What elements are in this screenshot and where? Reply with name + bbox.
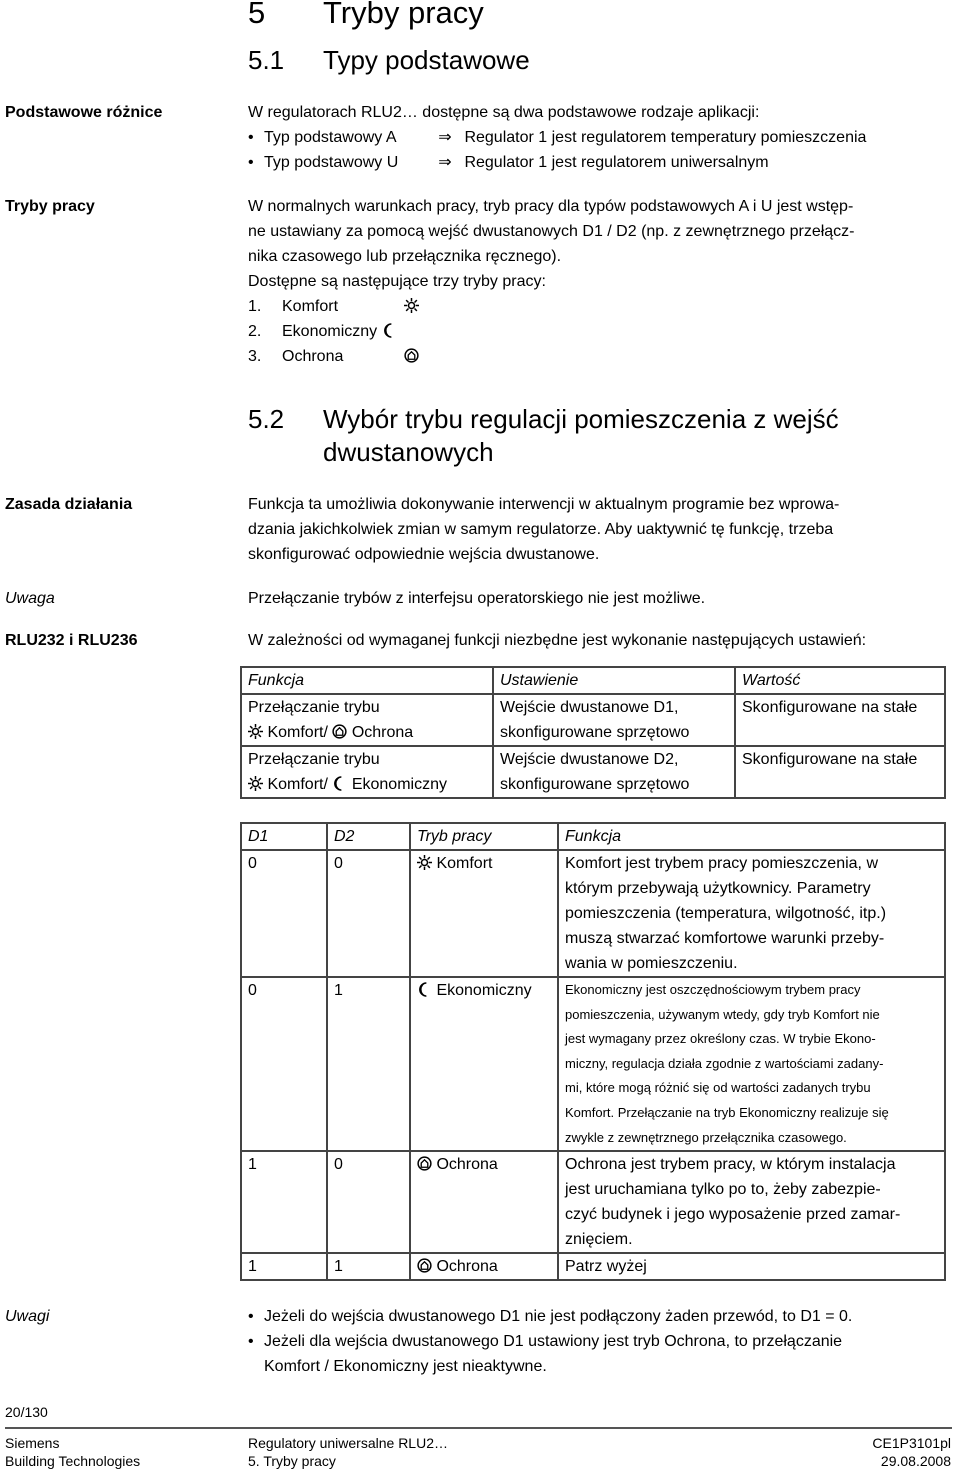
principle-block: Funkcja ta umożliwia dokonywanie interwencji w aktualnym programie bez wprowa- dzania jakichkolwiek zmian w samym regulatorze. Aby uaktywnić tę funkcję, trzeba skonfigurować odpowiednie wejścia dwustanowe. [248, 496, 840, 563]
table-header-row: D1 D2 Tryb pracy Funkcja [241, 823, 945, 850]
intro-block [248, 100, 948, 175]
note-text: Przełączanie trybów z interfejsu operatorskiego nie jest możliwe. [248, 590, 706, 607]
section-heading-5-2: 5.2 Wybór trybu regulacji pomieszczenia z wejść dwustanowych [248, 404, 839, 467]
table-header-row: Funkcja Ustawienie Wartość [241, 667, 945, 694]
mode-item: 1. Komfort [248, 294, 948, 319]
footer-docinfo: CE1P3101pl 29.08.2008 [872, 1435, 951, 1469]
page-number: 20/130 [5, 1404, 48, 1420]
sidebar-label-note: Uwaga [5, 590, 55, 607]
models-text: W zależności od wymaganej funkcji niezbędne jest wykonanie następujących ustawień: [248, 632, 867, 649]
moon-icon [417, 982, 432, 997]
settings-table [240, 666, 946, 799]
notes-block [248, 1304, 948, 1379]
sidebar-label-models: RLU232 i RLU236 [5, 632, 138, 649]
table-row: Przełączanie trybu Komfort/ Ekonomiczny Wejście dwustanowe D2, skonfigurowane sprzętowo Skonfigurowane na stałe [241, 746, 945, 798]
table-row: 1 0 Ochrona Ochrona jest trybem pracy, w którym instalacja jest uruchamiana tylko po to, żeby zabezpie- czyć budynek i jego wyposażenie przed zamar- znięciem. [241, 1151, 945, 1253]
type-item: • Typ podstawowy A ⇒ Regulator 1 jest regulatorem temperatury pomieszczenia [248, 125, 948, 150]
sun-icon [248, 724, 263, 739]
house-protection-icon [404, 348, 419, 363]
mode-item: 3. Ochrona [248, 344, 948, 369]
sun-icon [248, 776, 263, 791]
house-protection-icon [417, 1156, 432, 1171]
section-heading-5-1: 5.1 Typy podstawowe [248, 45, 530, 75]
mode-item: 2. Ekonomiczny [248, 319, 948, 344]
implies-arrow-icon: ⇒ [438, 129, 452, 146]
house-protection-icon [417, 1258, 432, 1273]
modes-table [240, 822, 946, 1281]
sidebar-label-differences: Podstawowe różnice [5, 104, 163, 121]
table-row: 1 1 Ochrona Patrz wyżej [241, 1253, 945, 1280]
footer-document: Regulatory uniwersalne RLU2… 5. Tryby pracy [248, 1435, 448, 1469]
table-row: 0 1 Ekonomiczny Ekonomiczny jest oszczędnościowym trybem pracy pomieszczenia, używanym wtedy, gdy tryb Komfort nie jest wymagany przez określony czas. W trybie Ekono- miczny, regulacja działa zgodnie z wartościami zadany- mi, które mogą różnić się od wartości zadanych trybu Komfort. Przełączanie na tryb Ekonomiczny realizuje się zwykle z zewnętrznego przełącznika czasowego. [241, 977, 945, 1151]
type-item: • Typ podstawowy U ⇒ Regulator 1 jest regulatorem uniwersalnym [248, 150, 948, 175]
modes-block: W normalnych warunkach pracy, tryb pracy dla typów podstawowych A i U jest wstęp- ne ustawiany za pomocą wejść dwustanowych D1 / D2 (np. z zewnętrznego przełącz- nika czasowego lub przełącznika ręcznego). Dostępne są następujące trzy tryby pracy: 1. Komfort 2. Ekonomiczny 3. Ochrona [248, 194, 948, 369]
implies-arrow-icon: ⇒ [438, 154, 452, 171]
moon-icon [332, 776, 347, 791]
sun-icon [417, 855, 432, 870]
sidebar-label-principle: Zasada działania [5, 496, 133, 513]
table-row: Przełączanie trybu Komfort/ Ochrona Wejście dwustanowe D1, skonfigurowane sprzętowo Skonfigurowane na stałe [241, 694, 945, 746]
intro-text: W regulatorach RLU2… dostępne są dwa podstawowe rodzaje aplikacji: [248, 104, 760, 121]
note-item: • Jeżeli dla wejścia dwustanowego D1 ustawiony jest tryb Ochrona, to przełączanie Komfort / Ekonomiczny jest nieaktywne. [248, 1329, 948, 1379]
chapter-heading: 5 Tryby pracy [248, 0, 484, 30]
footer-company: Siemens Building Technologies [5, 1435, 141, 1469]
sidebar-label-modes: Tryby pracy [5, 198, 95, 215]
house-protection-icon [332, 724, 347, 739]
sidebar-label-notes: Uwagi [5, 1308, 50, 1325]
moon-icon [382, 323, 397, 338]
sun-icon [404, 298, 419, 313]
footer-divider [5, 1427, 952, 1429]
note-item: • Jeżeli do wejścia dwustanowego D1 nie jest podłączony żaden przewód, to D1 = 0. [248, 1304, 948, 1329]
table-row: 0 0 Komfort Komfort jest trybem pracy pomieszczenia, w którym przebywają użytkownicy. Parametry pomieszczenia (temperatura, wilgotność, itp.) muszą stwarzać komfortowe warunki przeby- wania w pomieszczeniu. [241, 850, 945, 977]
